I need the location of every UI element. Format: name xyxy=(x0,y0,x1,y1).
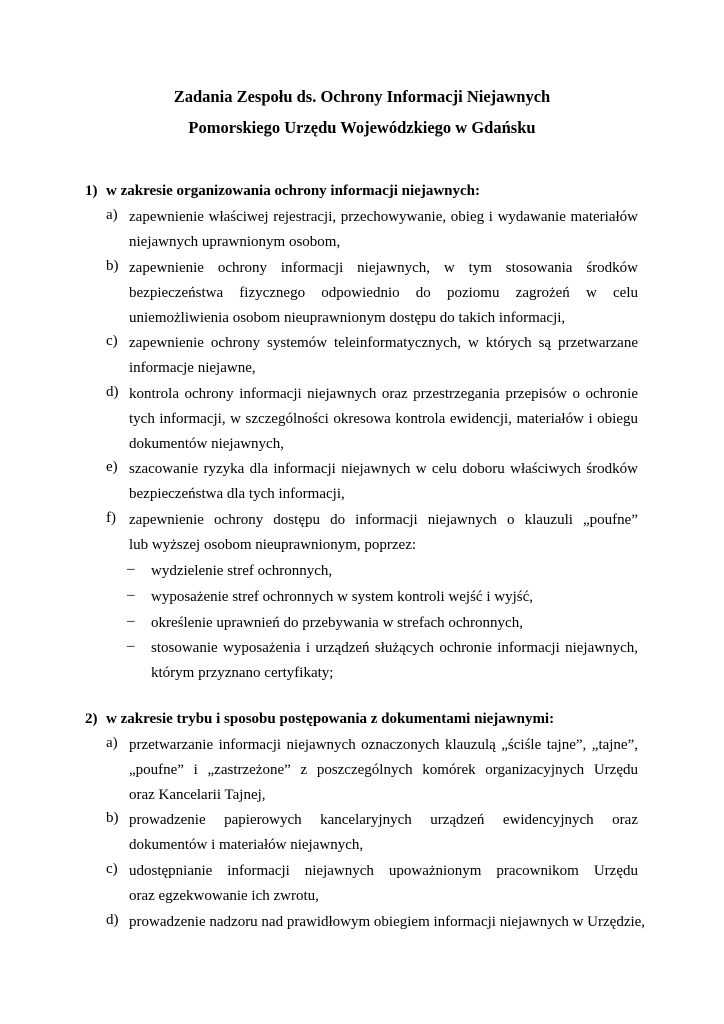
item-text-line: przetwarzanie informacji niejawnych oznaczonych klauzulą „ściśle tajne”, „tajne”, xyxy=(129,737,638,753)
item-letter: c) xyxy=(106,861,118,877)
section-title: w zakresie trybu i sposobu postępowania z dokumentami niejawnymi: xyxy=(106,711,555,727)
item-text-line: prowadzenie nadzoru nad prawidłowym obiegiem informacji niejawnych w Urzędzie, xyxy=(129,914,646,930)
item-text-line: dokumentów niejawnych, xyxy=(129,436,284,452)
item-letter: c) xyxy=(106,333,118,349)
item-letter: e) xyxy=(106,459,118,475)
item-text-line: udostępnianie informacji niejawnych upoważnionym pracownikom Urzędu xyxy=(129,863,638,879)
sub-item-text-line: określenie uprawnień do przebywania w strefach ochronnych, xyxy=(151,615,523,631)
item-letter: f) xyxy=(106,510,116,526)
item-text-line: prowadzenie papierowych kancelaryjnych urządzeń ewidencyjnych oraz xyxy=(129,812,638,828)
dash-bullet: – xyxy=(127,587,135,603)
item-text-line: uniemożliwienia osobom nieuprawnionym dostępu do takich informacji, xyxy=(129,310,566,326)
item-text-line: kontrola ochrony informacji niejawnych oraz przestrzegania przepisów o ochronie xyxy=(129,386,638,402)
section-title: w zakresie organizowania ochrony informacji niejawnych: xyxy=(106,183,480,199)
item-text-line: oraz Kancelarii Tajnej, xyxy=(129,787,266,803)
dash-bullet: – xyxy=(127,638,135,654)
item-text-line: dokumentów i materiałów niejawnych, xyxy=(129,837,364,853)
item-letter: b) xyxy=(106,810,119,826)
item-letter: a) xyxy=(106,207,118,223)
item-text-line: bezpieczeństwa fizycznego odpowiednio do poziomu zagrożeń w celu xyxy=(129,285,638,301)
dash-bullet: – xyxy=(127,613,135,629)
sub-item-text-line: wyposażenie stref ochronnych w system kontroli wejść i wyjść, xyxy=(151,589,533,605)
item-text-line: oraz egzekwowanie ich zwrotu, xyxy=(129,888,319,904)
item-text-line: tych informacji, w szczególności okresowa kontrola ewidencji, materiałów i obiegu xyxy=(129,411,638,427)
section-number: 1) xyxy=(85,183,98,199)
sub-item-text-line: którym przyznano certyfikaty; xyxy=(151,665,334,681)
item-text-line: „poufne” i „zastrzeżone” z poszczególnych komórek organizacyjnych Urzędu xyxy=(129,762,638,778)
item-text-line: szacowanie ryzyka dla informacji niejawnych w celu doboru właściwych środków xyxy=(129,461,638,477)
item-text-line: informacje niejawne, xyxy=(129,360,256,376)
item-text-line: zapewnienie ochrony systemów teleinformatycznych, w których są przetwarzane xyxy=(129,335,638,351)
item-text-line: niejawnych uprawnionym osobom, xyxy=(129,234,341,250)
sub-item-text-line: stosowanie wyposażenia i urządzeń służących ochronie informacji niejawnych, xyxy=(151,640,638,656)
item-text-line: zapewnienie właściwej rejestracji, przechowywanie, obieg i wydawanie materiałów xyxy=(129,209,638,225)
sub-item-text-line: wydzielenie stref ochronnych, xyxy=(151,563,333,579)
document-title-line-2: Pomorskiego Urzędu Wojewódzkiego w Gdańsku xyxy=(188,118,536,137)
item-letter: a) xyxy=(106,735,118,751)
item-text-line: zapewnienie ochrony informacji niejawnych, w tym stosowania środków xyxy=(129,260,638,276)
dash-bullet: – xyxy=(127,561,135,577)
item-letter: d) xyxy=(106,912,119,928)
item-letter: d) xyxy=(106,384,119,400)
item-letter: b) xyxy=(106,258,119,274)
item-text-line: lub wyższej osobom nieuprawnionym, poprzez: xyxy=(129,537,417,553)
item-text-line: bezpieczeństwa dla tych informacji, xyxy=(129,486,345,502)
document-title-line-1: Zadania Zespołu ds. Ochrony Informacji Niejawnych xyxy=(173,87,551,106)
item-text-line: zapewnienie ochrony dostępu do informacji niejawnych o klauzuli „poufne” xyxy=(129,512,638,528)
section-number: 2) xyxy=(85,711,98,727)
